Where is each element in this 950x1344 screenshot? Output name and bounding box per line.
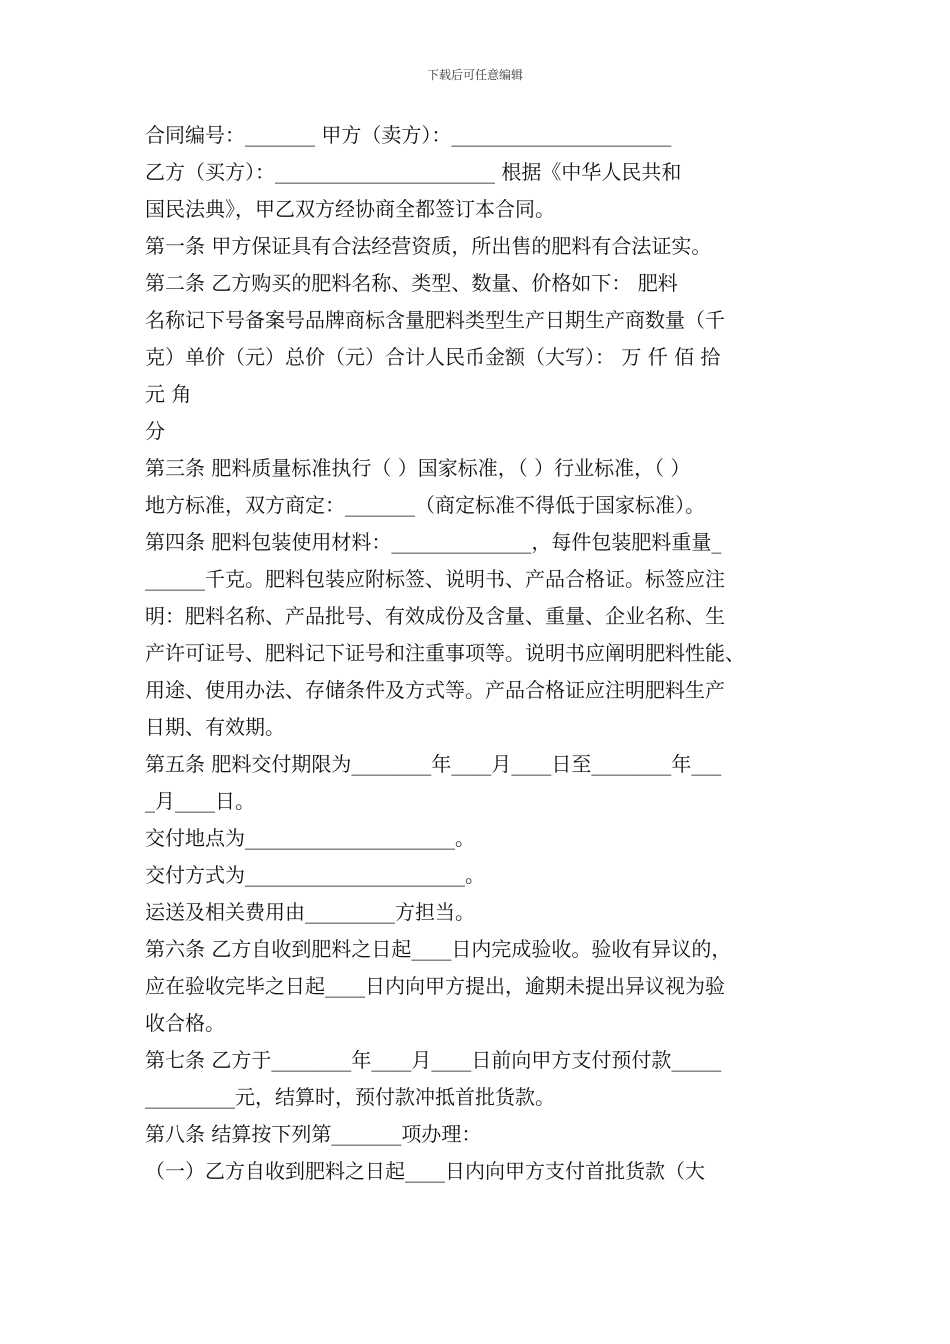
contract-line: 明：肥料名称、产品批号、有效成份及含量、重量、企业名称、生 xyxy=(145,604,725,628)
contract-line: 克）单价（元）总价（元）合计人民币金额（大写）： 万 仟 佰 拾 xyxy=(145,345,721,369)
contract-line: 第六条 乙方自收到肥料之日起____日内完成验收。验收有异议的， xyxy=(145,937,732,961)
contract-line: 乙方（买方）：______________________ 根据《中华人民共和 xyxy=(145,160,682,184)
contract-line: 第一条 甲方保证具有合法经营资质，所出售的肥料有合法证实。 xyxy=(145,234,712,258)
contract-line: 运送及相关费用由_________方担当。 xyxy=(145,900,475,924)
contract-line: 交付方式为______________________。 xyxy=(145,863,485,887)
contract-line: 收合格。 xyxy=(145,1011,225,1035)
contract-line: 第七条 乙方于________年____月____日前向甲方支付预付款_____ xyxy=(145,1048,722,1072)
contract-line: ______千克。肥料包装应附标签、说明书、产品合格证。标签应注 xyxy=(145,567,725,591)
contract-line: 国民法典》，甲乙双方经协商全都签订本合同。 xyxy=(145,197,555,221)
contract-line: 地方标准，双方商定：_______（商定标准不得低于国家标准）。 xyxy=(145,493,705,517)
contract-line: （一）乙方自收到肥料之日起____日内向甲方支付首批货款（大 xyxy=(145,1159,705,1183)
contract-line: 元 角 xyxy=(145,382,192,406)
contract-line: 用途、使用办法、存储条件及方式等。产品合格证应注明肥料生产 xyxy=(145,678,725,702)
contract-line: 产许可证号、肥料记下证号和注重事项等。说明书应阐明肥料性能、 xyxy=(145,641,745,665)
contract-line: 合同编号：_______ 甲方（卖方）：______________________ xyxy=(145,123,672,147)
contract-line: _________元，结算时，预付款冲抵首批货款。 xyxy=(145,1085,555,1109)
contract-body xyxy=(145,117,810,1190)
contract-line: 分 xyxy=(145,419,165,443)
contract-line: 交付地点为_____________________。 xyxy=(145,826,475,850)
contract-line: 日期、有效期。 xyxy=(145,715,285,739)
contract-line: 应在验收完毕之日起____日内向甲方提出，逾期未提出异议视为验 xyxy=(145,974,725,998)
contract-line: 第三条 肥料质量标准执行（ ）国家标准，（ ）行业标准，（ ） xyxy=(145,456,691,480)
contract-line: 名称记下号备案号品牌商标含量肥料类型生产日期生产商数量（千 xyxy=(145,308,725,332)
contract-line: 第八条 结算按下列第_______项办理： xyxy=(145,1122,482,1146)
contract-line: 第二条 乙方购买的肥料名称、类型、数量、价格如下： 肥料 xyxy=(145,271,678,295)
contract-line: 第四条 肥料包装使用材料：______________，每件包装肥料重量_ xyxy=(145,530,722,554)
header-note: 下载后可任意编辑 xyxy=(426,68,523,82)
contract-line: 第五条 肥料交付期限为________年____月____日至________年___ xyxy=(145,752,722,776)
contract-line: _月____日。 xyxy=(145,789,255,813)
